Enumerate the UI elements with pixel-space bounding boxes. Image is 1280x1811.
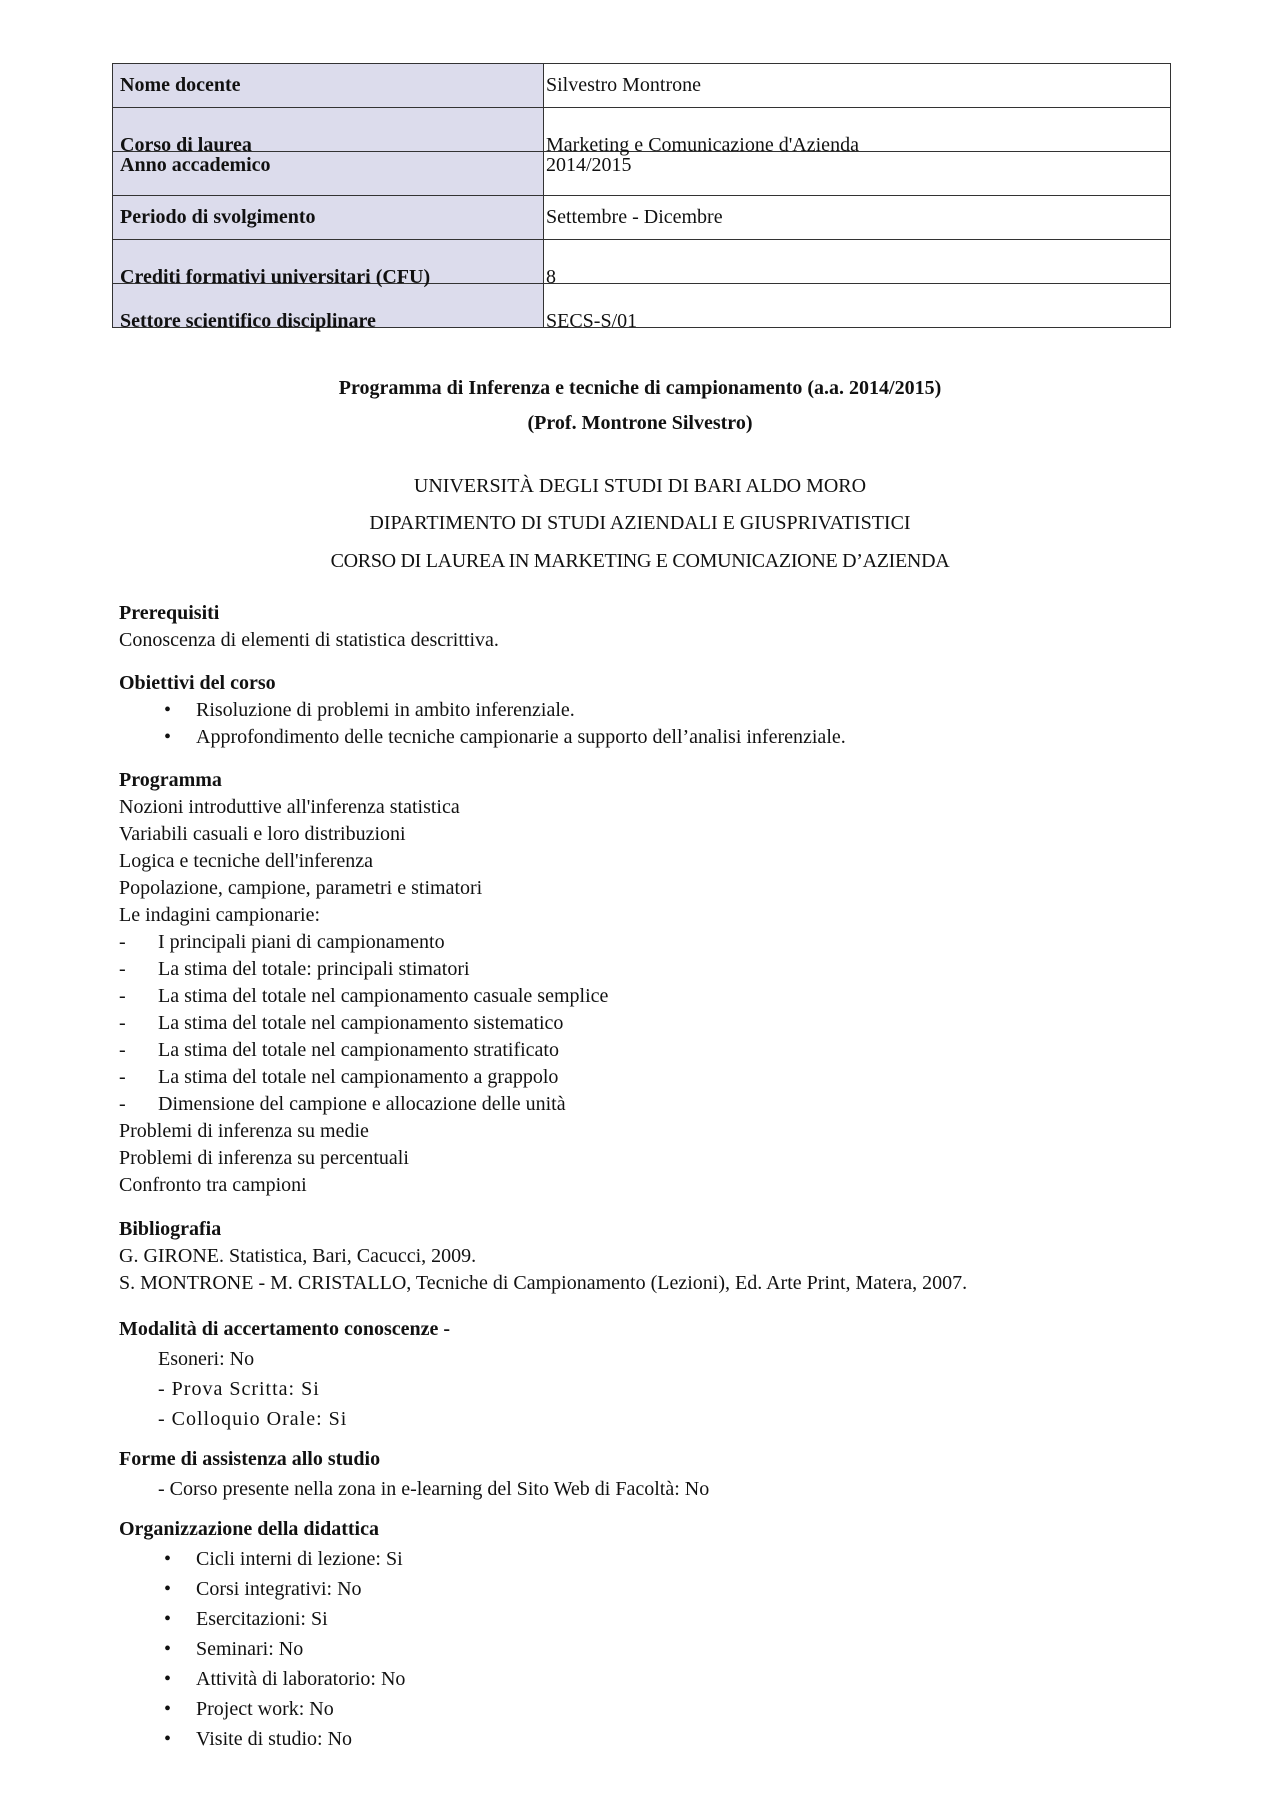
row-value: Settembre - Dicembre: [544, 196, 1171, 240]
list-item: - La stima del totale nel campionamento sistematico: [119, 1010, 608, 1037]
list-item: • Approfondimento delle tecniche campionarie a supporto dell’analisi inferenziale.: [119, 724, 846, 751]
organization-list: [119, 1544, 405, 1754]
table-row: [113, 196, 1171, 240]
row-value: 8: [544, 240, 1171, 284]
program-line: Popolazione, campione, parametri e stimatori: [119, 877, 483, 899]
row-label: Crediti formativi universitari (CFU): [113, 240, 544, 284]
list-item: - La stima del totale nel campionamento stratificato: [119, 1037, 608, 1064]
university-name: UNIVERSITÀ DEGLI STUDI DI BARI ALDO MORO: [413, 475, 867, 497]
list-item: • Risoluzione di problemi in ambito inferenziale.: [119, 697, 846, 724]
objectives-list: [119, 697, 846, 751]
assessment-line: - Prova Scritta: Si: [158, 1378, 320, 1400]
row-label: Settore scientifico disciplinare: [113, 284, 544, 328]
row-label: Nome docente: [113, 64, 544, 108]
bibliography-entry: G. GIRONE. Statistica, Bari, Cacucci, 2009.: [119, 1245, 477, 1267]
list-item: • Attività di laboratorio: No: [119, 1664, 405, 1694]
accertamento-section: [119, 1314, 450, 1434]
section-heading: Programma: [119, 769, 222, 791]
program-line: Nozioni introduttive all'inferenza statistica: [119, 796, 460, 818]
row-label: Corso di laurea: [113, 108, 544, 152]
table-row: [113, 108, 1171, 152]
list-item: • Seminari: No: [119, 1634, 405, 1664]
list-item: - I principali piani di campionamento: [119, 929, 608, 956]
section-heading: Bibliografia: [119, 1218, 222, 1240]
assistenza-section: [119, 1444, 709, 1504]
program-subtopics: [119, 929, 608, 1118]
bibliografia-section: [119, 1216, 967, 1297]
program-line: Variabili casuali e loro distribuzioni: [119, 823, 406, 845]
course-name: CORSO DI LAUREA IN MARKETING E COMUNICAZIONE D’AZIENDA: [330, 550, 950, 572]
program-line: Le indagini campionarie:: [119, 904, 321, 926]
program-line: Problemi di inferenza su medie: [119, 1120, 369, 1142]
section-heading: Modalità di accertamento conoscenze -: [119, 1318, 451, 1340]
program-professor: (Prof. Montrone Silvestro): [527, 412, 753, 434]
list-item: • Esercitazioni: Si: [119, 1604, 405, 1634]
list-item: - La stima del totale: principali stimatori: [119, 956, 608, 983]
list-item: • Cicli interni di lezione: Si: [119, 1544, 405, 1574]
section-heading: Prerequisiti: [119, 602, 220, 624]
list-item: • Corsi integrativi: No: [119, 1574, 405, 1604]
program-line: Problemi di inferenza su percentuali: [119, 1147, 409, 1169]
row-label: Periodo di svolgimento: [113, 196, 544, 240]
bibliography-entry: S. MONTRONE - M. CRISTALLO, Tecniche di Campionamento (Lezioni), Ed. Arte Print, Matera, 2007.: [119, 1272, 968, 1294]
course-info-table: [112, 63, 1171, 332]
section-heading: Obiettivi del corso: [119, 672, 276, 694]
obiettivi-section: [119, 670, 846, 751]
row-value: 2014/2015: [544, 152, 1171, 196]
assessment-line: Esoneri: No: [158, 1348, 255, 1370]
assessment-line: - Colloquio Orale: Si: [158, 1408, 348, 1430]
table-row: [113, 152, 1171, 196]
section-heading: Organizzazione della didattica: [119, 1518, 379, 1540]
row-label: Anno accademico: [113, 152, 544, 196]
list-item: • Project work: No: [119, 1694, 405, 1724]
table-row: [113, 64, 1171, 108]
list-item: - Dimensione del campione e allocazione delle unità: [119, 1091, 608, 1118]
organizzazione-section: [119, 1514, 405, 1754]
section-heading: Forme di assistenza allo studio: [119, 1448, 381, 1470]
row-value: Silvestro Montrone: [544, 64, 1171, 108]
list-item: - La stima del totale nel campionamento casuale semplice: [119, 983, 608, 1010]
program-line: Confronto tra campioni: [119, 1174, 307, 1196]
section-text: Conoscenza di elementi di statistica descrittiva.: [119, 629, 499, 651]
row-value: Marketing e Comunicazione d'Azienda: [544, 108, 1171, 152]
assistance-line: - Corso presente nella zona in e-learning del Sito Web di Facoltà: No: [158, 1478, 710, 1500]
list-item: • Visite di studio: No: [119, 1724, 405, 1754]
table-row: [113, 240, 1171, 284]
prerequisiti-section: [119, 600, 499, 654]
program-line: Logica e tecniche dell'inferenza: [119, 850, 374, 872]
table-row: [113, 284, 1171, 328]
row-value: SECS-S/01: [544, 284, 1171, 328]
program-title: Programma di Inferenza e tecniche di campionamento (a.a. 2014/2015): [338, 377, 942, 399]
programma-section: [119, 767, 608, 1199]
list-item: - La stima del totale nel campionamento a grappolo: [119, 1064, 608, 1091]
department-name: DIPARTIMENTO DI STUDI AZIENDALI E GIUSPRIVATISTICI: [369, 512, 911, 534]
